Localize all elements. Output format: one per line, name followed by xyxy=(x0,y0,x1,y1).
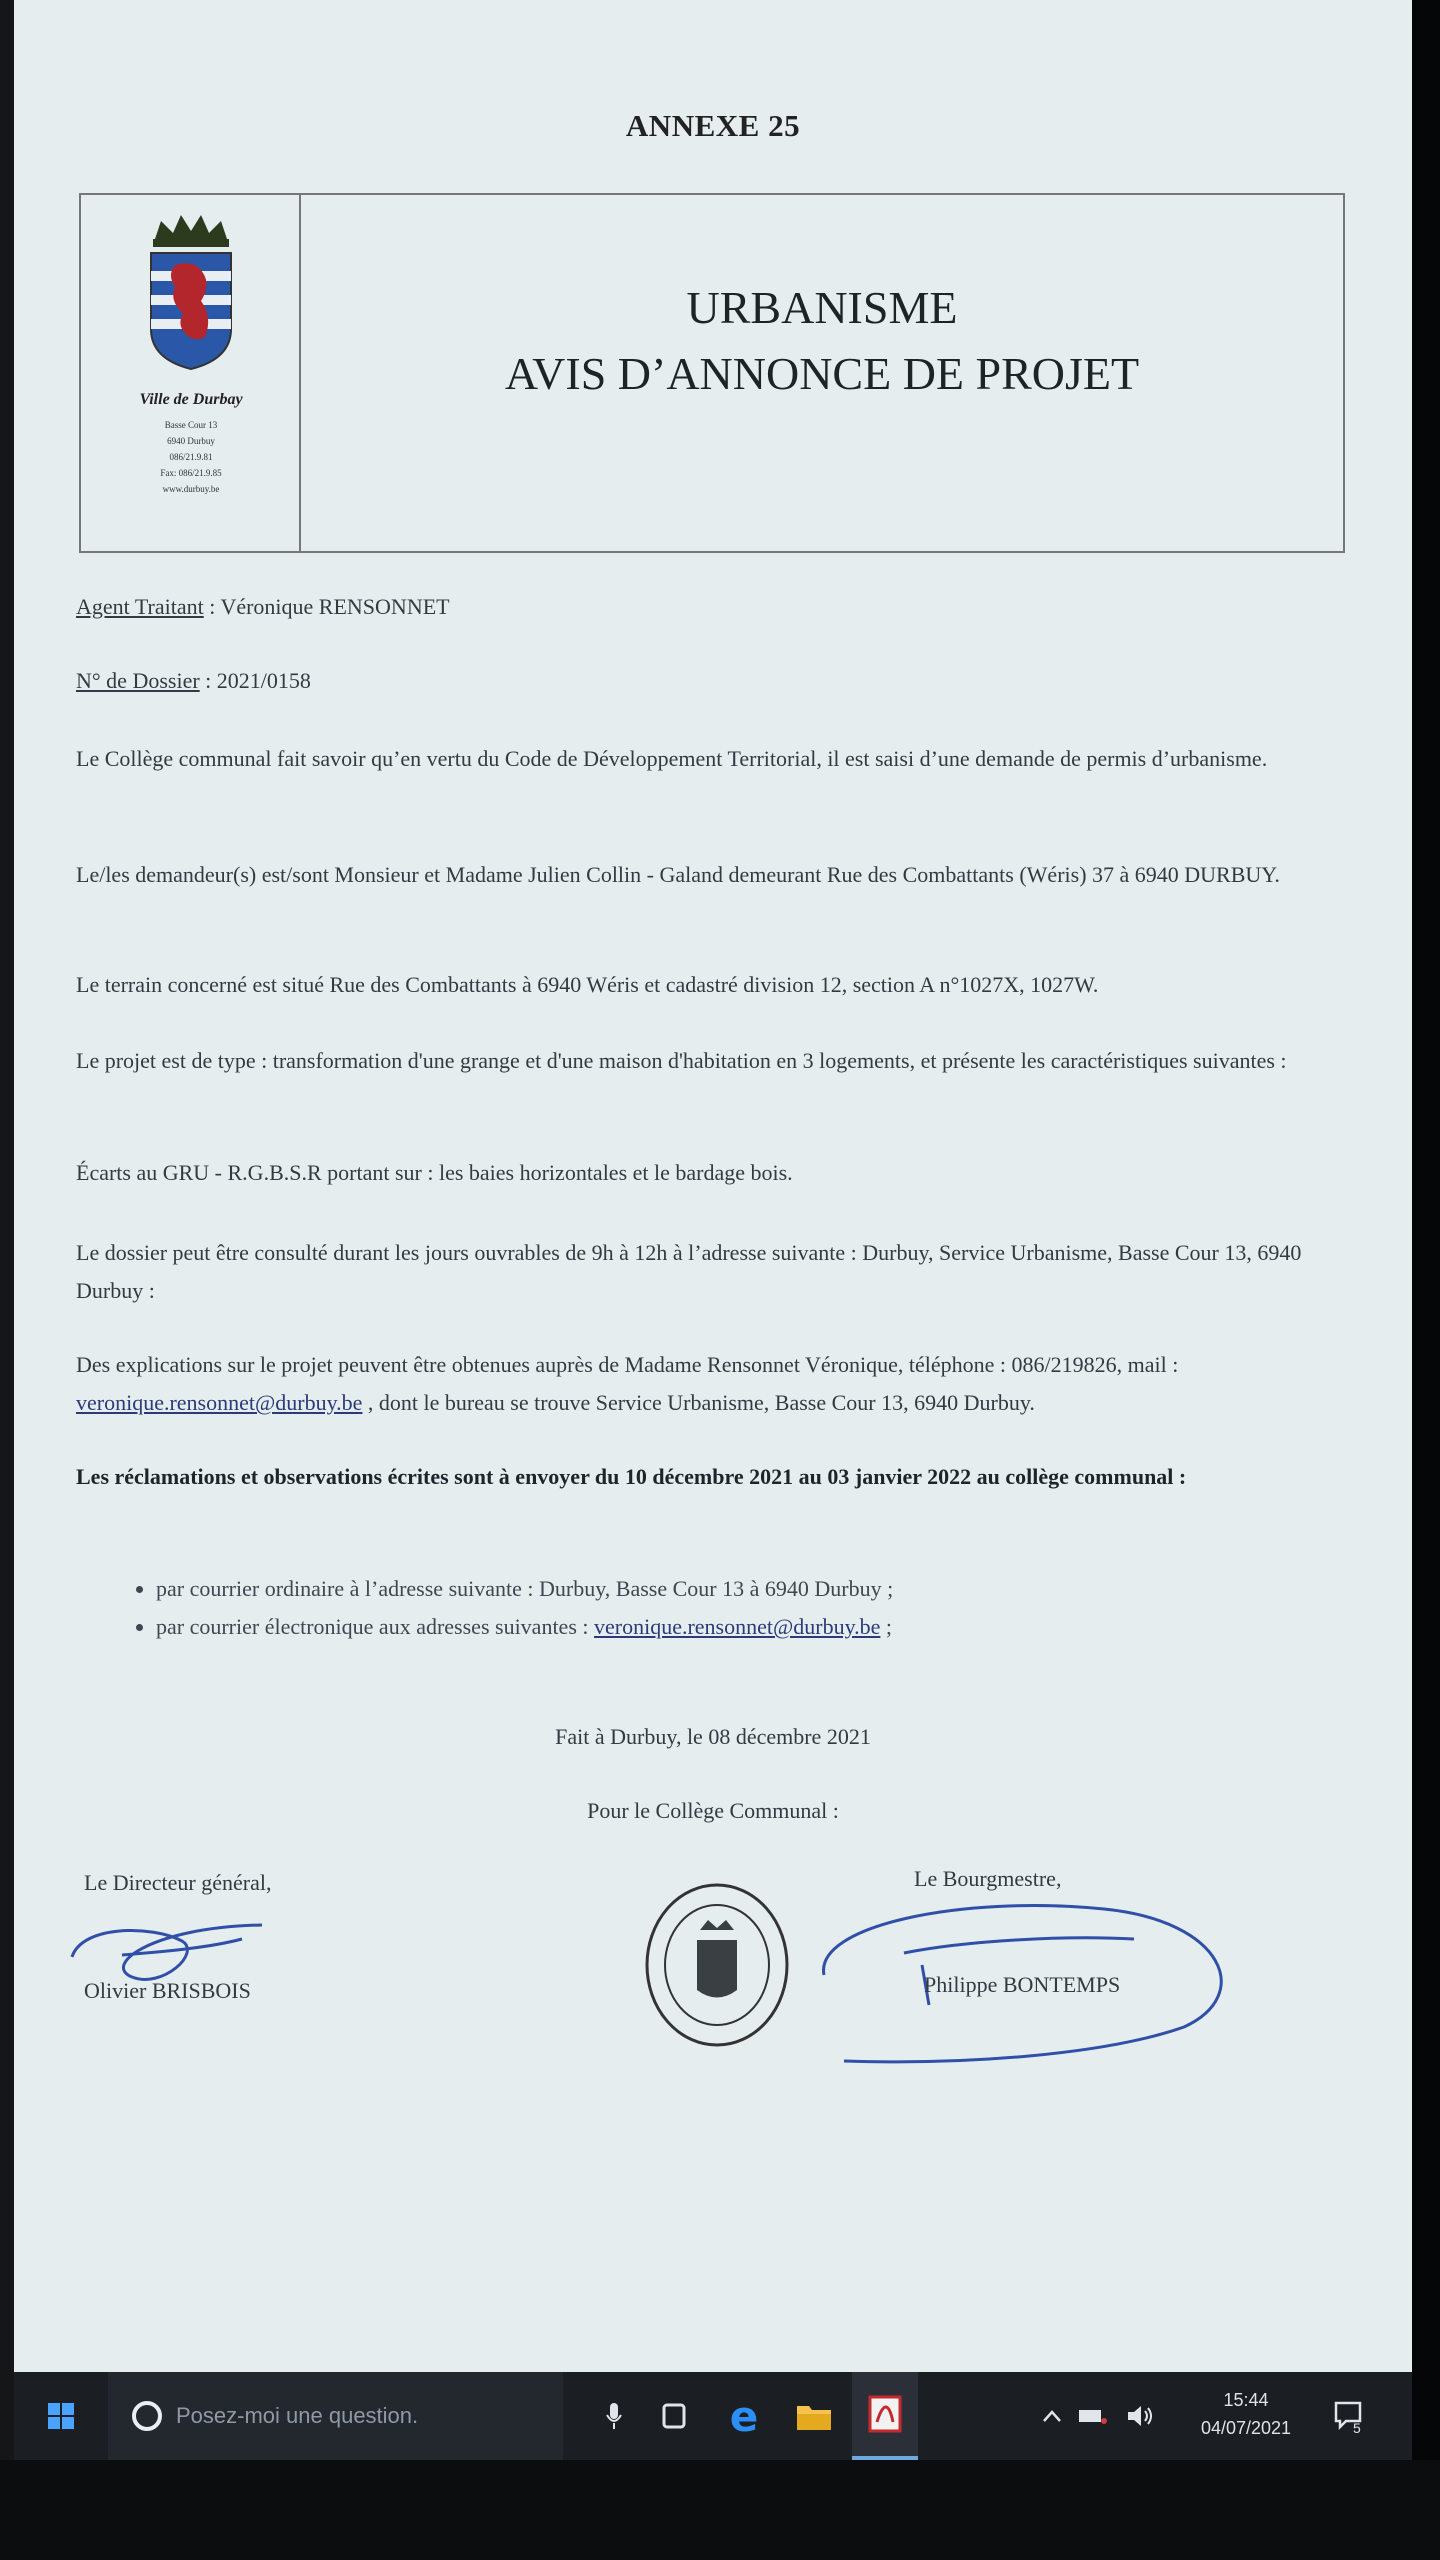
pdf-reader-taskbar-button[interactable] xyxy=(852,2372,918,2460)
task-view-button[interactable] xyxy=(644,2372,704,2460)
start-button[interactable] xyxy=(14,2372,108,2460)
cortana-icon xyxy=(132,2401,162,2431)
notification-count: 5 xyxy=(1353,2420,1361,2436)
bullet-email-link[interactable]: veronique.rensonnet@durbuy.be xyxy=(594,1614,881,1639)
microphone-icon xyxy=(605,2401,623,2431)
left-signatory-name: Olivier BRISBOIS xyxy=(84,1978,251,2003)
microphone-button[interactable] xyxy=(584,2372,644,2460)
contact-email-link[interactable]: veronique.rensonnet@durbuy.be xyxy=(76,1390,363,1415)
agent-label: Agent Traitant xyxy=(76,594,204,619)
title-line-1: URBANISME xyxy=(686,282,958,333)
monitor-bezel-right xyxy=(1412,0,1440,2560)
paragraph-applicants: Le/les demandeur(s) est/sont Monsieur et Madame Julien Collin - Galand demeurant Rue des Combattants (Wéris) 37 à 6940 DURBUY. xyxy=(76,862,1280,887)
network-status-button[interactable] xyxy=(1072,2372,1112,2460)
bullet-email-end: ; xyxy=(885,1614,893,1639)
windows-taskbar xyxy=(14,2372,1412,2460)
address-line: www.durbuy.be xyxy=(162,484,220,494)
monitor-bezel-bottom xyxy=(0,2460,1440,2560)
paragraph-consultation: Le dossier peut être consulté durant les jours ouvrables de 9h à 12h à l’adresse suivante : Durbuy, Service Urbanisme, Basse Cour 13, 6940 Durbuy : xyxy=(76,1240,1302,1303)
agent-value: : Véronique RENSONNET xyxy=(209,594,450,619)
municipal-logo xyxy=(81,195,301,551)
network-icon xyxy=(1077,2406,1107,2426)
done-at-line: Fait à Durbuy, le 08 décembre 2021 xyxy=(555,1724,871,1749)
left-signatory-title: Le Directeur général, xyxy=(84,1870,272,1895)
durbuy-crest-icon xyxy=(141,209,241,379)
edge-taskbar-button[interactable] xyxy=(714,2372,774,2460)
bullet-email-text: par courrier électronique aux adresses suivantes : xyxy=(156,1614,589,1639)
document-header-box xyxy=(79,193,1345,553)
address-line: 086/21.9.81 xyxy=(169,452,213,462)
file-explorer-icon xyxy=(795,2400,833,2432)
right-signatory-name: Philippe BONTEMPS xyxy=(924,1972,1121,1997)
annex-number: ANNEXE 25 xyxy=(625,108,801,143)
paragraph-deviations: Écarts au GRU - R.G.B.S.R portant sur : les baies horizontales et le bardage bois. xyxy=(76,1160,793,1185)
cortana-search-box[interactable] xyxy=(108,2372,563,2460)
pdf-reader-icon xyxy=(867,2394,903,2434)
address-line: Fax: 086/21.9.85 xyxy=(160,468,222,478)
task-view-icon xyxy=(659,2401,689,2431)
address-line: Basse Cour 13 xyxy=(164,420,218,430)
title-line-2: AVIS D’ANNONCE DE PROJET xyxy=(504,348,1140,399)
paragraph-intro: Le Collège communal fait savoir qu’en vertu du Code de Développement Territorial, il est saisi d’une demande de permis d’urbanisme. xyxy=(76,746,1268,771)
file-explorer-taskbar-button[interactable] xyxy=(784,2372,844,2460)
logo-address xyxy=(81,417,301,497)
clock-time: 15:44 xyxy=(1223,2390,1269,2410)
windows-start-icon xyxy=(46,2401,76,2431)
dossier-value: : 2021/0158 xyxy=(205,668,311,693)
right-signatory-title: Le Bourgmestre, xyxy=(914,1866,1062,1891)
edge-icon: e xyxy=(729,2391,759,2441)
search-placeholder: Posez-moi une question. xyxy=(176,2403,419,2428)
agent-line xyxy=(76,588,1356,626)
action-center-button[interactable] xyxy=(1319,2372,1379,2460)
dossier-label: N° de Dossier xyxy=(76,668,200,693)
document-title xyxy=(301,275,1343,407)
paragraph-claims: Les réclamations et observations écrites sont à envoyer du 10 décembre 2021 au 03 janvier 2022 au collège communal : xyxy=(76,1464,1187,1489)
volume-button[interactable] xyxy=(1120,2372,1160,2460)
claims-methods-list xyxy=(76,1570,1356,1646)
list-item xyxy=(156,1608,1356,1646)
paragraph-project-type: Le projet est de type : transformation d'une grange et d'une maison d'habitation en 3 logements, et présente les caractéristiques suivantes : xyxy=(76,1048,1287,1073)
for-college-line: Pour le Collège Communal : xyxy=(587,1798,839,1823)
contact-text: Des explications sur le projet peuvent être obtenues auprès de Madame Rensonnet Véronique, téléphone : 086/219826, mail : xyxy=(76,1352,1179,1377)
municipal-seal-icon xyxy=(642,1880,792,2050)
clock-date: 04/07/2021 xyxy=(1200,2418,1292,2438)
show-hidden-icons-button[interactable] xyxy=(1034,2372,1070,2460)
paragraph-contact xyxy=(76,1346,1356,1422)
pdf-document-page xyxy=(14,0,1412,2372)
contact-office: , dont le bureau se trouve Service Urbanisme, Basse Cour 13, 6940 Durbuy. xyxy=(367,1390,1035,1415)
dossier-line xyxy=(76,662,1356,700)
paragraph-land: Le terrain concerné est situé Rue des Combattants à 6940 Wéris et cadastré division 12, section A n°1027X, 1027W. xyxy=(76,972,1099,997)
list-item xyxy=(156,1570,1356,1608)
bullet-postal-text: par courrier ordinaire à l’adresse suivante : Durbuy, Basse Cour 13 à 6940 Durbuy ; xyxy=(156,1576,894,1601)
chevron-up-icon xyxy=(1042,2409,1062,2423)
taskbar-clock[interactable] xyxy=(1186,2386,1306,2442)
volume-icon xyxy=(1125,2404,1155,2428)
logo-city-name: Ville de Durbay xyxy=(139,391,243,408)
address-line: 6940 Durbuy xyxy=(167,436,215,446)
